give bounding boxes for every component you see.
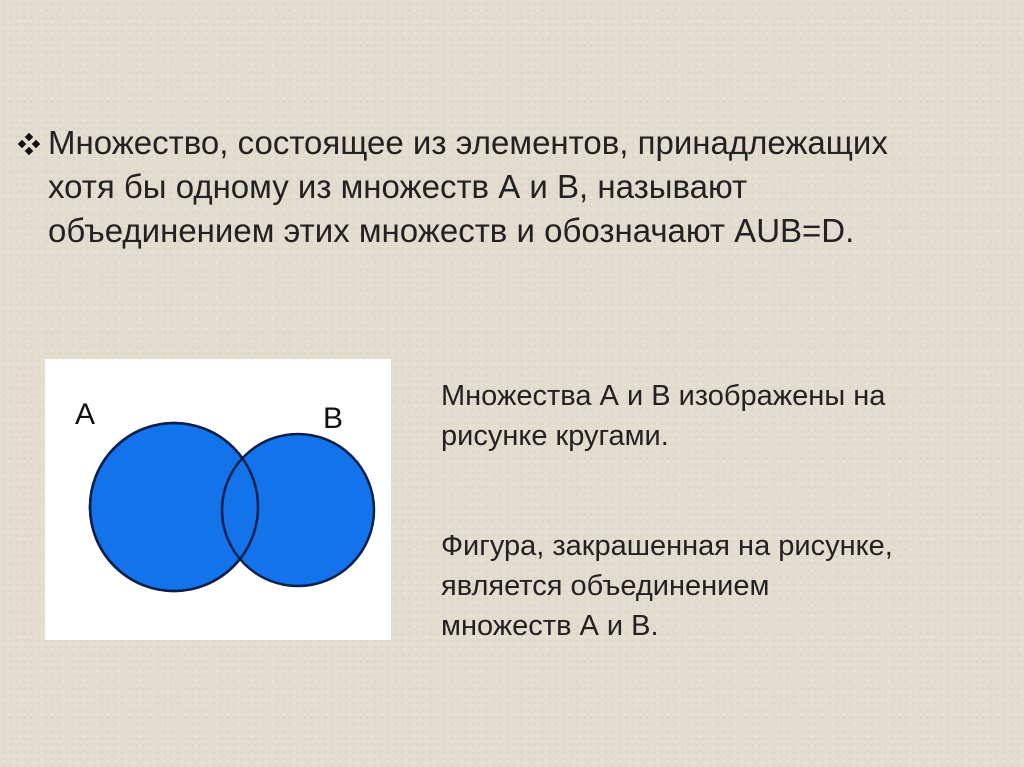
caption-2-line-1: Фигура, закрашенная на рисунке, [441, 530, 893, 562]
definition-line-2: хотя бы одному из множеств А и В, называют [48, 168, 748, 205]
set-b-label: В [323, 402, 344, 435]
caption-1-line-2: рисунке кругами. [441, 420, 669, 452]
definition-line-3: объединением этих множеств и обозначают AUB=D. [48, 212, 855, 249]
set-b-circle [222, 434, 374, 586]
caption-union-figure [441, 526, 1021, 646]
venn-diagram [45, 359, 391, 640]
diamond-bullet-icon [18, 133, 40, 155]
set-a-label: А [75, 398, 96, 431]
caption-sets-shown [441, 376, 1021, 456]
definition-text [48, 121, 998, 253]
venn-diagram-panel [45, 359, 391, 640]
definition-line-1: Множество, состоящее из элементов, принадлежащих [48, 124, 888, 161]
caption-1-line-1: Множества А и В изображены на [441, 380, 886, 412]
caption-2-line-3: множеств А и В. [441, 610, 659, 642]
caption-2-line-2: является объединением [441, 570, 770, 602]
